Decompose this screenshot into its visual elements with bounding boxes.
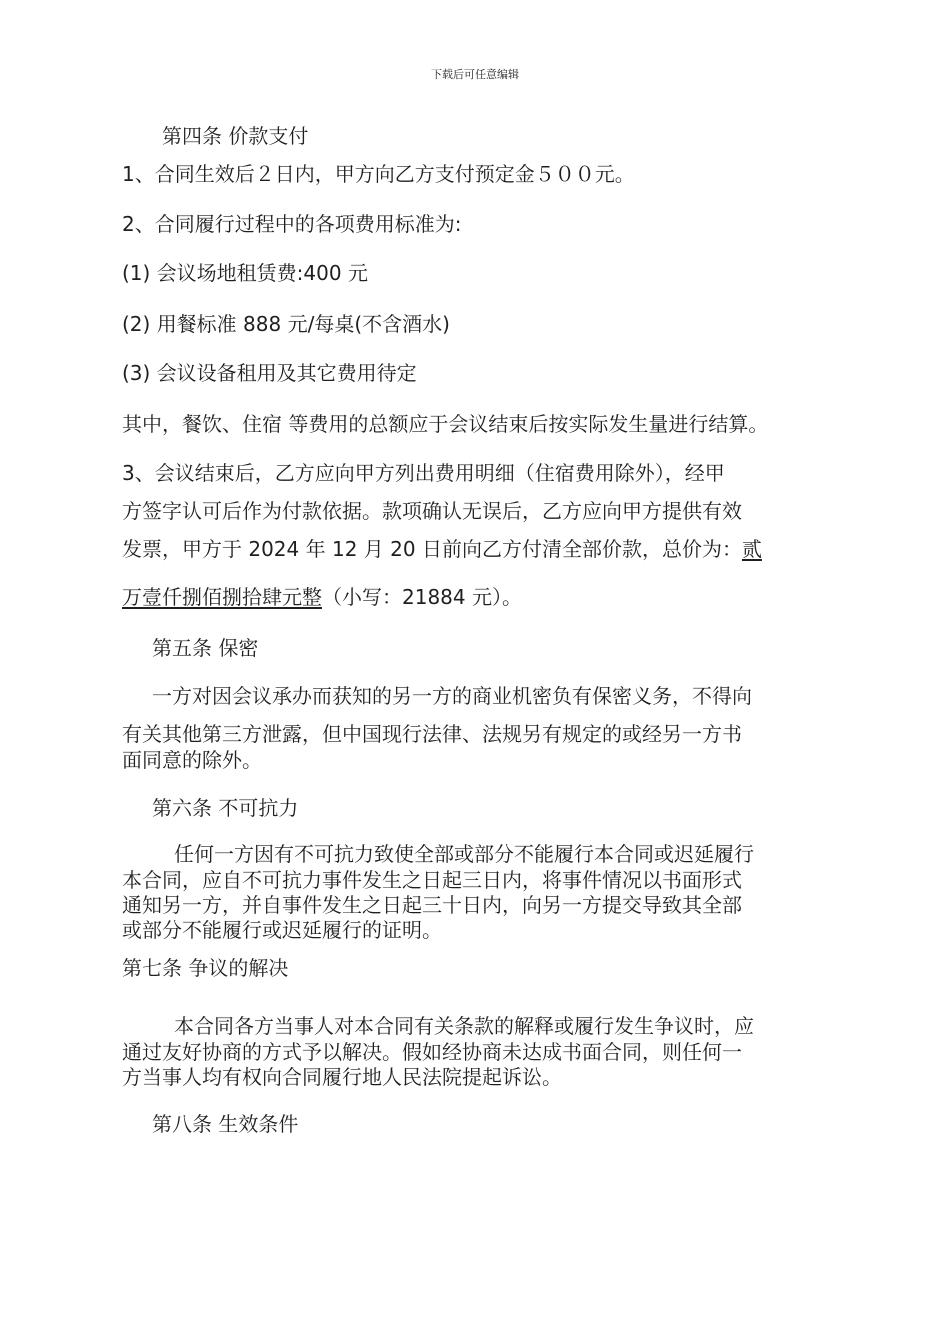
total-amount-words-start: 贰 (741, 537, 762, 561)
article6-title: 第六条 不可抗力 (152, 796, 299, 820)
article4-item2: 2、合同履行过程中的各项费用标准为: (122, 212, 462, 236)
article4-sub2: (2) 用餐标准 888 元/每桌(不含酒水) (122, 312, 450, 336)
article4-item3-line2: 方签字认可后作为付款依据。款项确认无误后，乙方应向甲方提供有效 (122, 499, 742, 523)
article6-line1: 任何一方因有不可抗力致使全部或部分不能履行本合同或迟延履行 (174, 842, 754, 866)
article5-line3: 面同意的除外。 (122, 748, 262, 772)
article6-line4: 或部分不能履行或迟延履行的证明。 (122, 918, 442, 942)
total-amount-figures: （小写：21884 元）。 (322, 585, 522, 609)
article7-line3: 方当事人均有权向合同履行地人民法院提起诉讼。 (122, 1065, 562, 1089)
article4-item3-line3 (122, 537, 762, 561)
article4-settlement: 其中，餐饮、住宿 等费用的总额应于会议结束后按实际发生量进行结算。 (122, 412, 769, 436)
article4-sub3: (3) 会议设备租用及其它费用待定 (122, 361, 417, 385)
article7-line2: 通过友好协商的方式予以解决。假如经协商未达成书面合同，则任何一 (122, 1040, 742, 1064)
article4-title: 第四条 价款支付 (162, 124, 309, 148)
article5-title: 第五条 保密 (152, 636, 259, 660)
article4-item3-line4 (122, 585, 522, 609)
article4-item1: 1、合同生效后２日内，甲方向乙方支付预定金５００元。 (122, 162, 635, 186)
article4-item3-line3-text: 发票，甲方于 2024 年 12 月 20 日前向乙方付清全部价款，总价为： (122, 537, 742, 561)
article7-title: 第七条 争议的解决 (122, 956, 289, 980)
page-header: 下载后可任意编辑 (431, 68, 519, 81)
article5-line2: 有关其他第三方泄露，但中国现行法律、法规另有规定的或经另一方书 (122, 722, 742, 746)
article5-line1: 一方对因会议承办而获知的另一方的商业机密负有保密义务，不得向 (152, 684, 752, 708)
article4-item3-line1: 3、会议结束后，乙方应向甲方列出费用明细（住宿费用除外），经甲 (122, 461, 725, 485)
article4-sub1: (1) 会议场地租赁费:400 元 (122, 261, 368, 285)
article7-line1: 本合同各方当事人对本合同有关条款的解释或履行发生争议时，应 (174, 1014, 754, 1038)
article6-line2: 本合同，应自不可抗力事件发生之日起三日内，将事件情况以书面形式 (122, 868, 742, 892)
article6-line3: 通知另一方，并自事件发生之日起三十日内，向另一方提交导致其全部 (122, 893, 742, 917)
total-amount-words: 万壹仟捌佰捌拾肆元整 (122, 585, 322, 609)
article8-title: 第八条 生效条件 (152, 1112, 299, 1136)
